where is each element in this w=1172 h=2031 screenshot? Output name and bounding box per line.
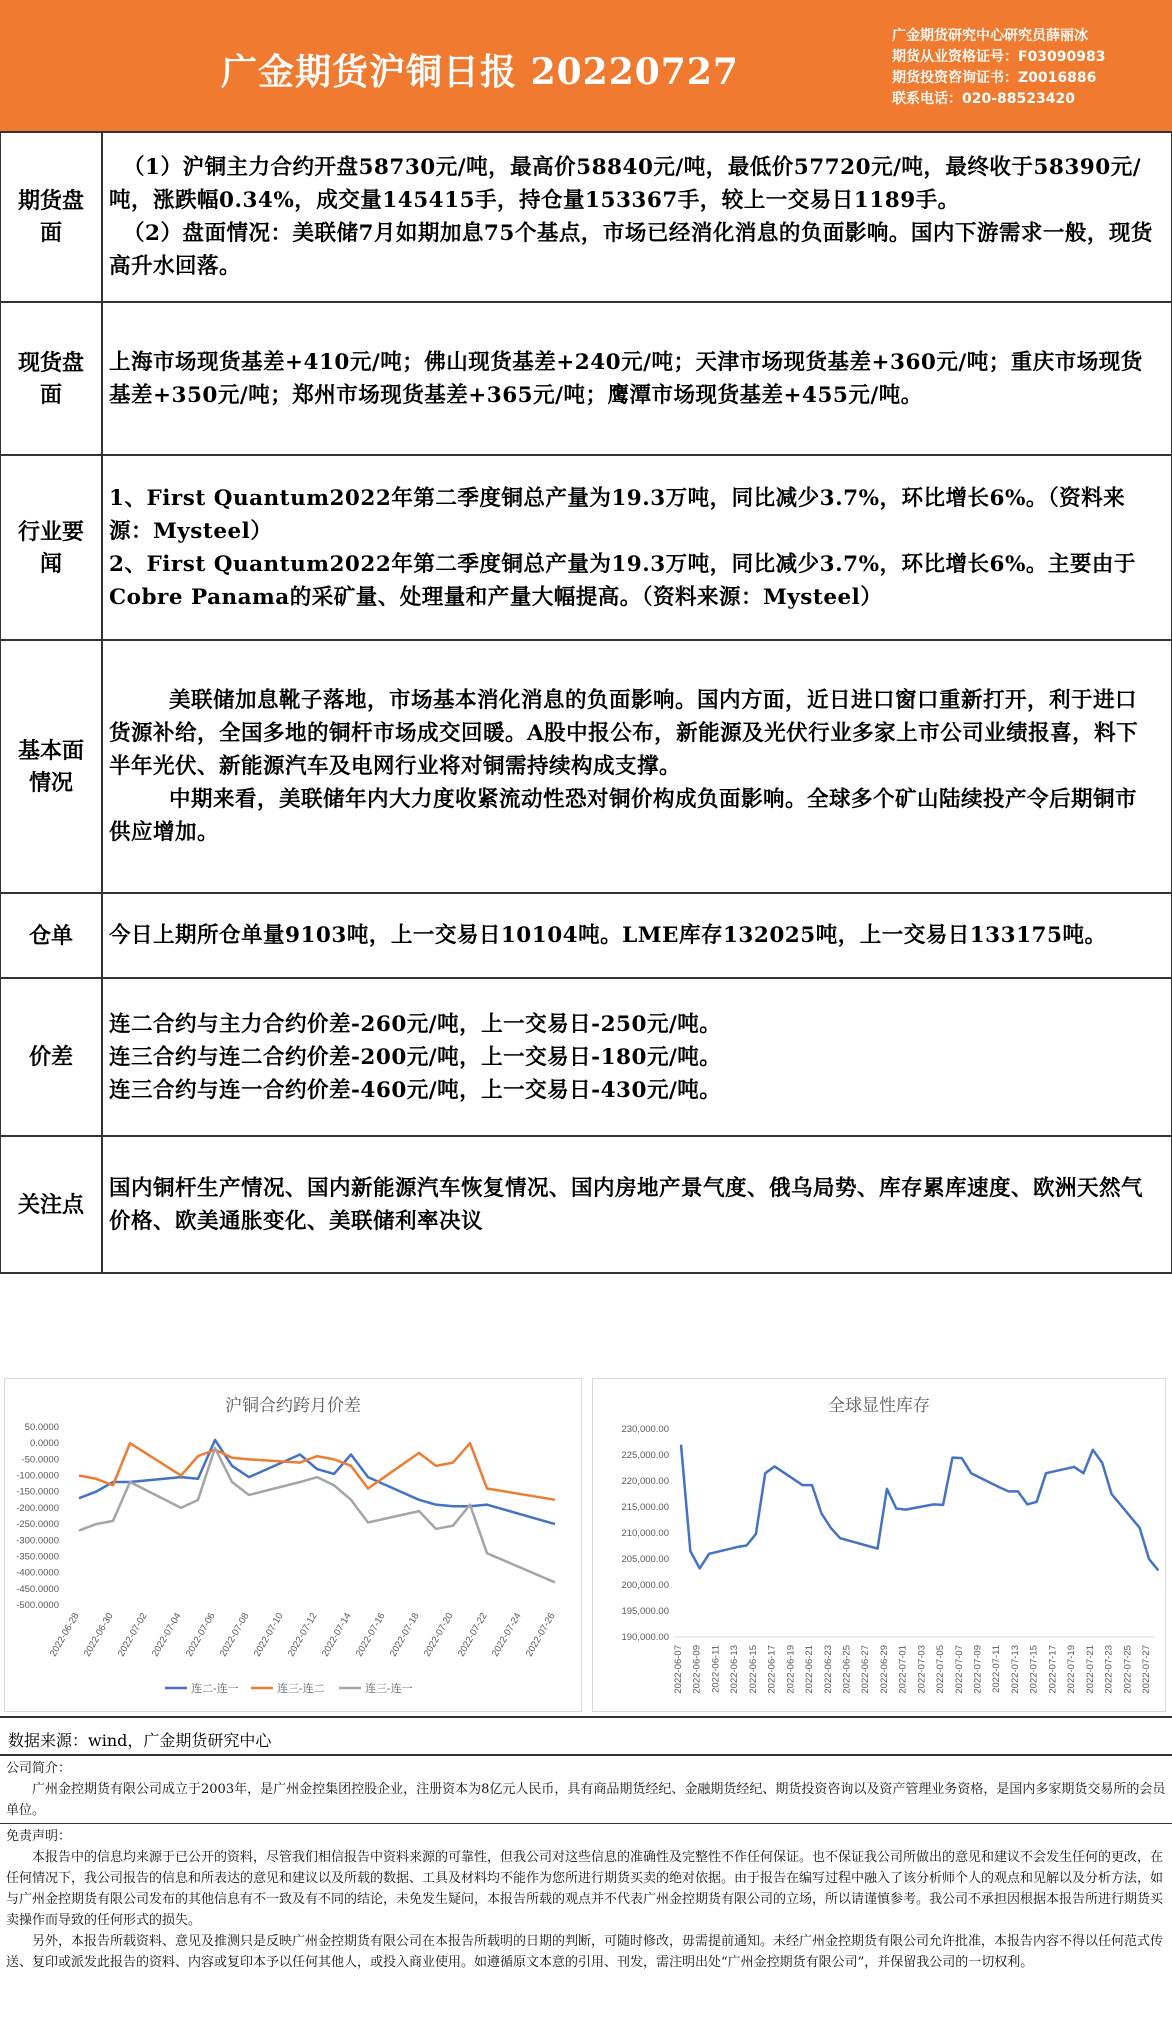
x-tick-label: 2022-06-19 — [785, 1645, 797, 1694]
section-spot-market — [1, 303, 1171, 456]
section-content — [103, 894, 1171, 977]
x-tick-label: 2022-07-07 — [953, 1645, 965, 1694]
y-tick-label: 205,000.00 — [621, 1554, 669, 1565]
x-tick-label: 2022-07-08 — [217, 1611, 252, 1659]
x-tick-label: 2022-06-29 — [878, 1645, 890, 1694]
section-content — [103, 641, 1171, 892]
x-tick-label: 2022-07-19 — [1066, 1645, 1078, 1694]
x-tick-label: 2022-07-21 — [1084, 1645, 1096, 1694]
inventory-chart-svg — [593, 1379, 1165, 1711]
section-label: 现货盘面 — [1, 303, 103, 454]
section-paragraph: 2、First Quantum2022年第二季度铜总产量为19.3万吨，同比减少3.7%，环比增长6%。主要由于Cobre Panama的采矿量、处理量和产量大幅提高。（资料来源：Mysteel） — [109, 551, 1136, 610]
x-tick-label: 2022-07-26 — [523, 1611, 558, 1659]
section-fundamentals — [1, 641, 1171, 894]
section-label: 关注点 — [1, 1137, 103, 1272]
disclaimer-paragraph: 另外，本报告所载资料、意见及推测只是反映广州金控期货有限公司在本报告所载明的日期的判断，可随时修改，毋需提前通知。未经广州金控期货有限公司允许批准，本报告内容不得以任何范式传送、复印或派发此报告的资料、内容或复印本予以任何其他人，或投入商业使用。如遵循原文本意的引用、刊发，需注明出处“广州金控期货有限公司”，并保留我公司的一切权利。 — [6, 1934, 1164, 1970]
spread-chart-svg — [5, 1379, 581, 1711]
section-paragraph: 连三合约与连二合约价差-200元/吨，上一交易日-180元/吨。 — [109, 1044, 722, 1070]
x-tick-label: 2022-07-27 — [1141, 1645, 1152, 1694]
x-tick-label: 2022-07-25 — [1122, 1645, 1134, 1694]
section-paragraph: 今日上期所仓单量9103吨，上一交易日10104吨。LME库存132025吨，上一交易日133175吨。 — [109, 923, 1107, 948]
y-tick-label: -500.0000 — [16, 1600, 59, 1611]
y-tick-label: 0.0000 — [29, 1438, 59, 1450]
x-tick-label: 2022-07-01 — [897, 1645, 909, 1694]
section-label: 期货盘面 — [1, 133, 103, 301]
x-tick-label: 2022-06-23 — [822, 1645, 834, 1694]
y-tick-label: -350.0000 — [16, 1551, 59, 1563]
section-label: 行业要闻 — [1, 456, 103, 639]
x-tick-label: 2022-07-02 — [115, 1611, 150, 1659]
section-industry-news — [1, 456, 1171, 641]
x-tick-label: 2022-07-24 — [489, 1611, 524, 1659]
x-tick-label: 2022-06-11 — [710, 1645, 722, 1693]
x-tick-label: 2022-07-20 — [421, 1611, 456, 1659]
y-tick-label: 200,000.00 — [621, 1580, 669, 1591]
legend-label: 连三-连二 — [277, 1683, 325, 1695]
section-paragraph: 国内铜杆生产情况、国内新能源汽车恢复情况、国内房地产景气度、俄乌局势、库存累库速度、欧洲天然气价格、欧美通胀变化、美联储利率决议 — [109, 1175, 1144, 1234]
section-content — [103, 303, 1171, 454]
y-tick-label: -300.0000 — [16, 1535, 59, 1547]
x-tick-label: 2022-07-09 — [972, 1645, 984, 1694]
x-tick-label: 2022-07-04 — [149, 1611, 184, 1659]
y-tick-label: -150.0000 — [16, 1486, 59, 1498]
section-label: 基本面情况 — [1, 641, 103, 892]
y-tick-label: 220,000.00 — [621, 1476, 669, 1487]
x-tick-label: 2022-06-25 — [841, 1645, 853, 1694]
x-tick-label: 2022-06-27 — [860, 1645, 872, 1694]
x-tick-label: 2022-07-11 — [991, 1645, 1003, 1693]
disclaimer — [0, 1824, 1172, 1975]
x-tick-label: 2022-07-22 — [455, 1611, 490, 1659]
x-tick-label: 2022-07-14 — [319, 1611, 354, 1659]
y-tick-label: 210,000.00 — [621, 1528, 669, 1539]
data-source: 数据来源：wind，广金期货研究中心 — [0, 1716, 1172, 1756]
chart-title: 沪铜合约跨月价差 — [225, 1396, 361, 1415]
x-tick-label: 2022-06-28 — [47, 1611, 82, 1659]
footer — [0, 1756, 1172, 1975]
x-tick-label: 2022-07-15 — [1028, 1645, 1040, 1694]
series-line — [681, 1445, 1158, 1571]
x-tick-label: 2022-07-13 — [1009, 1645, 1021, 1694]
section-paragraph: （1）沪铜主力合约开盘58730元/吨，最高价58840元/吨，最低价57720元/吨，最终收于58390元/吨，涨跌幅0.34%，成交量145415手，持仓量153367手，较上一交易日1189手。 — [109, 155, 1142, 213]
x-tick-label: 2022-07-16 — [353, 1611, 388, 1659]
section-content — [103, 1137, 1171, 1272]
x-tick-label: 2022-06-15 — [747, 1645, 759, 1694]
contact-phone: 联系电话：020-88523420 — [892, 91, 1075, 107]
company-text: 广州金控期货有限公司成立于2003年，是广州金控集团控股企业，注册资本为8亿元人民币，具有商品期货经纪、金融期货经纪、期货投资咨询以及资产管理业务资格，是国内多家期货交易所的会员单位。 — [6, 1782, 1166, 1818]
chart-title: 全球显性库存 — [828, 1396, 930, 1415]
qualification-number: 期货从业资格证号：F03090983 — [892, 49, 1106, 65]
section-paragraph: 连二合约与主力合约价差-260元/吨，上一交易日-250元/吨。 — [109, 1011, 722, 1037]
legend-label: 连三-连一 — [365, 1683, 413, 1695]
y-tick-label: -50.0000 — [21, 1454, 59, 1466]
section-content — [103, 979, 1171, 1135]
section-content — [103, 133, 1171, 301]
section-paragraph: 上海市场现货基差+410元/吨；佛山现货基差+240元/吨；天津市场现货基差+360元/吨；重庆市场现货基差+350元/吨；郑州市场现货基差+365元/吨；鹰潭市场现货基差+455元/吨。 — [109, 349, 1143, 408]
section-paragraph: 连三合约与连一合约价差-460元/吨，上一交易日-430元/吨。 — [109, 1077, 722, 1103]
section-spreads — [1, 979, 1171, 1137]
x-tick-label: 2022-06-30 — [81, 1611, 116, 1659]
y-tick-label: -400.0000 — [16, 1567, 59, 1579]
y-tick-label: -200.0000 — [16, 1502, 59, 1514]
y-tick-label: 225,000.00 — [621, 1450, 669, 1461]
report-title: 广金期货沪铜日报 20220727 — [221, 51, 739, 93]
section-label: 价差 — [1, 979, 103, 1135]
analyst-name: 广金期货研究中心研究员薛丽冰 — [892, 28, 1088, 44]
x-tick-label: 2022-06-09 — [691, 1645, 703, 1694]
x-tick-label: 2022-07-03 — [916, 1645, 928, 1694]
y-tick-label: 190,000.00 — [621, 1632, 669, 1643]
section-paragraph: 中期来看，美联储年内大力度收紧流动性恐对铜价构成负面影响。全球多个矿山陆续投产令后期铜市供应增加。 — [109, 787, 1138, 845]
section-paragraph: 1、First Quantum2022年第二季度铜总产量为19.3万吨，同比减少3.7%，环比增长6%。（资料来源：Mysteel） — [109, 485, 1126, 544]
legend-label: 连二-连一 — [191, 1683, 239, 1695]
company-heading: 公司简介： — [6, 1761, 72, 1776]
report-header — [0, 0, 1172, 133]
x-tick-label: 2022-06-13 — [729, 1645, 741, 1694]
section-focus-points — [1, 1137, 1171, 1274]
section-futures-market — [1, 133, 1171, 303]
y-tick-label: -100.0000 — [16, 1470, 59, 1482]
section-warehouse-receipts — [1, 894, 1171, 979]
y-tick-label: 230,000.00 — [621, 1424, 669, 1435]
company-intro — [0, 1756, 1172, 1824]
x-tick-label: 2022-07-17 — [1047, 1645, 1059, 1694]
y-tick-label: -250.0000 — [16, 1519, 59, 1531]
y-tick-label: -450.0000 — [16, 1583, 59, 1595]
section-content — [103, 456, 1171, 639]
charts-area — [0, 1374, 1172, 1720]
x-tick-label: 2022-07-10 — [251, 1611, 286, 1659]
x-tick-label: 2022-07-18 — [387, 1611, 422, 1659]
x-tick-label: 2022-06-07 — [673, 1645, 684, 1694]
consulting-certificate: 期货投资咨询证书：Z0016886 — [892, 70, 1097, 86]
section-paragraph: 美联储加息靴子落地，市场基本消化消息的负面影响。国内方面，近日进口窗口重新打开，利于进口货源补给，全国多地的铜杆市场成交回暖。A股中报公布，新能源及光伏行业多家上市公司业绩报喜，料下半年光伏、新能源汽车及电网行业将对铜需持续构成支撑。 — [109, 688, 1139, 779]
inventory-chart — [592, 1378, 1166, 1712]
x-tick-label: 2022-07-23 — [1103, 1645, 1115, 1694]
y-tick-label: 50.0000 — [24, 1422, 59, 1433]
spread-chart — [4, 1378, 582, 1712]
disclaimer-paragraph: 本报告中的信息均来源于已公开的资料，尽管我们相信报告中资料来源的可靠性，但我公司对这些信息的准确性及完整性不作任何保证。也不保证我公司所做出的意见和建议不会发生任何的更改，在任何情况下，我公司报告的信息和所表达的意见和建议以及所载的数据、工具及材料均不能作为您所进行期货买卖的绝对依据。由于报告在编写过程中融入了该分析师个人的观点和见解以及分析方法，如与广州金控期货有限公司发布的其他信息有不一致及有不同的结论，未免发生疑问，本报告所载的观点并不代表广州金控期货有限公司的立场，所以请谨慎参考。我公司不承担因根据本报告所进行期货买卖操作而导致的任何形式的损失。 — [6, 1850, 1164, 1928]
analyst-info — [892, 26, 1172, 110]
x-tick-label: 2022-07-06 — [183, 1611, 218, 1659]
x-tick-label: 2022-07-12 — [285, 1611, 320, 1659]
x-tick-label: 2022-07-05 — [935, 1645, 947, 1694]
y-tick-label: 215,000.00 — [621, 1502, 669, 1513]
report-table — [0, 133, 1172, 1274]
section-label: 仓单 — [1, 894, 103, 977]
disclaimer-heading: 免责声明： — [6, 1829, 72, 1844]
x-tick-label: 2022-06-17 — [766, 1645, 778, 1694]
y-tick-label: 195,000.00 — [621, 1606, 669, 1617]
section-paragraph: （2）盘面情况：美联储7月如期加息75个基点，市场已经消化消息的负面影响。国内下游需求一般，现货高升水回落。 — [109, 221, 1153, 279]
x-tick-label: 2022-06-21 — [804, 1645, 816, 1694]
